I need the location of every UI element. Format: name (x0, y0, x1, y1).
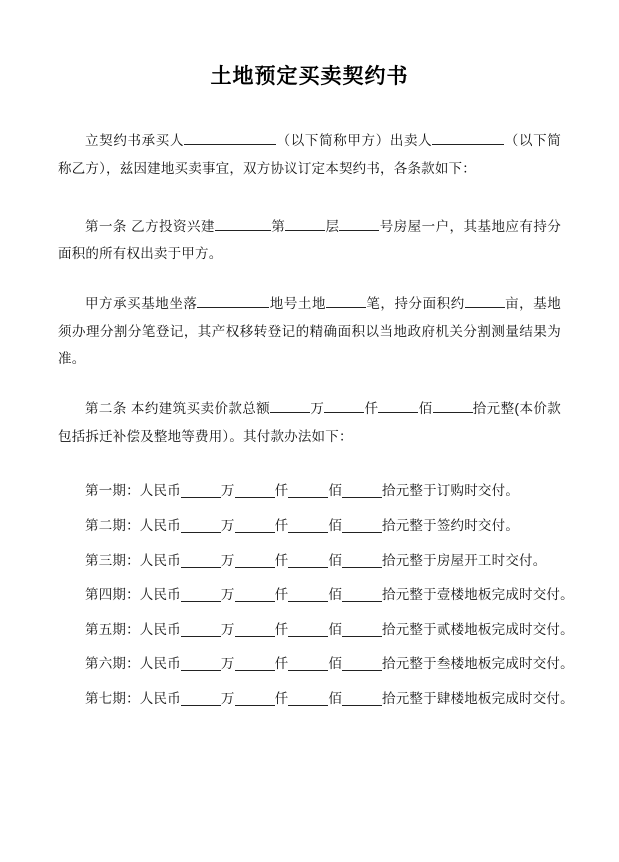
installment-unit: 万 (220, 552, 235, 568)
installment-unit: 万 (220, 518, 235, 534)
fill-in-blank[interactable] (235, 515, 275, 533)
installment-unit: 仟 (274, 656, 289, 672)
text-run: 层 (325, 218, 340, 234)
installment-row (58, 619, 574, 641)
page-title: 土地预定买卖契约书 (210, 65, 409, 88)
text-run: 立契约书承买人 (85, 133, 185, 149)
fill-in-blank[interactable] (235, 619, 275, 637)
fill-in-blank[interactable] (235, 653, 275, 671)
fill-in-blank[interactable] (342, 688, 382, 706)
installment-row (58, 550, 561, 572)
installment-label: 第一期：人民币 (85, 483, 181, 499)
fill-in-blank[interactable] (181, 550, 221, 568)
installment-unit: 佰 (328, 552, 343, 568)
installment-label: 第三期：人民币 (85, 552, 181, 568)
text-run: 仟 (364, 401, 379, 417)
fill-in-blank[interactable] (465, 290, 505, 308)
text-run: 亩，基地须办理分割分笔登记，其产权移转登记的精确面积以当地政府机关分割测量结果为准。 (58, 296, 561, 367)
installment-unit: 仟 (274, 587, 289, 603)
text-run: 地号土地 (269, 296, 327, 312)
fill-in-blank[interactable] (288, 480, 328, 498)
installment-suffix: 拾元整于订购时交付。 (382, 483, 520, 499)
installment-label: 第七期：人民币 (85, 691, 181, 706)
text-run: 拾元整(本价款包括拆迁补偿及整地等费用）。其付款办法如下： (58, 401, 561, 444)
fill-in-blank[interactable] (235, 584, 275, 602)
installment-unit: 仟 (274, 518, 289, 534)
installment-label: 第六期：人民币 (85, 656, 181, 672)
installment-row (58, 653, 574, 675)
installment-unit: 仟 (274, 552, 289, 568)
installment-unit: 万 (220, 587, 235, 603)
fill-in-blank[interactable] (378, 395, 418, 413)
fill-in-blank[interactable] (288, 550, 328, 568)
fill-in-blank[interactable] (215, 213, 271, 231)
installment-unit: 万 (220, 621, 235, 637)
installment-suffix: 拾元整于壹楼地板完成时交付。 (382, 587, 574, 603)
fill-in-blank[interactable] (285, 213, 325, 231)
installment-suffix: 拾元整于肆楼地板完成时交付。 (382, 691, 574, 706)
text-run: 第 (270, 218, 286, 234)
fill-in-blank[interactable] (181, 653, 221, 671)
paragraph-article-1 (58, 213, 561, 268)
text-run: 万 (310, 401, 325, 417)
text-run: 第一条 乙方投资兴建 (85, 218, 215, 234)
installment-row (58, 480, 561, 502)
installment-unit: 佰 (328, 483, 343, 499)
fill-in-blank[interactable] (342, 550, 382, 568)
fill-in-blank[interactable] (342, 515, 382, 533)
installment-unit: 仟 (274, 691, 289, 706)
installment-unit: 佰 (328, 518, 343, 534)
installment-unit: 仟 (274, 621, 289, 637)
installment-unit: 万 (220, 483, 235, 499)
fill-in-blank[interactable] (270, 395, 310, 413)
installment-suffix: 拾元整于贰楼地板完成时交付。 (382, 621, 574, 637)
text-run: 号房屋一户，其基地应有持分面积的所有权出卖于甲方。 (58, 218, 562, 262)
fill-in-blank[interactable] (326, 290, 366, 308)
paragraph-preamble (58, 127, 561, 182)
installment-row (58, 584, 574, 606)
fill-in-blank[interactable] (342, 480, 382, 498)
text-run: 第二条 本约建筑买卖价款总额 (85, 401, 271, 417)
fill-in-blank[interactable] (235, 688, 275, 706)
installment-unit: 佰 (328, 656, 343, 672)
fill-in-blank[interactable] (181, 584, 221, 602)
installment-label: 第四期：人民币 (85, 587, 181, 603)
fill-in-blank[interactable] (342, 619, 382, 637)
fill-in-blank[interactable] (342, 653, 382, 671)
fill-in-blank[interactable] (181, 515, 221, 533)
installment-suffix: 拾元整于签约时交付。 (382, 518, 520, 534)
fill-in-blank[interactable] (432, 127, 504, 145)
fill-in-blank[interactable] (288, 688, 328, 706)
fill-in-blank[interactable] (181, 688, 221, 706)
installment-unit: 佰 (328, 621, 343, 637)
installment-list (58, 480, 574, 709)
text-run: 甲方承买基地坐落 (85, 296, 198, 312)
installment-unit: 万 (220, 656, 235, 672)
fill-in-blank[interactable] (342, 584, 382, 602)
paragraph-article-2 (58, 395, 561, 450)
fill-in-blank[interactable] (197, 290, 269, 308)
fill-in-blank[interactable] (235, 480, 275, 498)
fill-in-blank[interactable] (181, 480, 221, 498)
fill-in-blank[interactable] (433, 395, 473, 413)
document-page (0, 62, 619, 862)
installment-unit: 仟 (274, 483, 289, 499)
fill-in-blank[interactable] (288, 653, 328, 671)
installment-row (58, 515, 561, 537)
text-run: （以下简称乙方），兹因建地买卖事宜，双方协议订定本契约书，各条款如下： (58, 133, 561, 177)
paragraph-article-1-note (58, 290, 561, 373)
fill-in-blank[interactable] (288, 515, 328, 533)
installment-label: 第二期：人民币 (85, 518, 181, 534)
text-run: （以下简称甲方）出卖人 (276, 133, 433, 149)
document-body (58, 127, 561, 450)
installment-suffix: 拾元整于房屋开工时交付。 (382, 552, 547, 568)
text-run: 佰 (418, 401, 433, 417)
fill-in-blank[interactable] (184, 127, 276, 145)
fill-in-blank[interactable] (339, 213, 379, 231)
installment-row (58, 688, 574, 710)
installment-unit: 佰 (328, 691, 343, 706)
fill-in-blank[interactable] (288, 619, 328, 637)
installment-unit: 佰 (328, 587, 343, 603)
installment-unit: 万 (220, 691, 235, 706)
fill-in-blank[interactable] (235, 550, 275, 568)
text-run: 笔，持分面积约 (366, 296, 465, 312)
installment-suffix: 拾元整于叁楼地板完成时交付。 (382, 656, 574, 672)
fill-in-blank[interactable] (324, 395, 364, 413)
installment-label: 第五期：人民币 (85, 621, 181, 637)
fill-in-blank[interactable] (181, 619, 221, 637)
fill-in-blank[interactable] (288, 584, 328, 602)
